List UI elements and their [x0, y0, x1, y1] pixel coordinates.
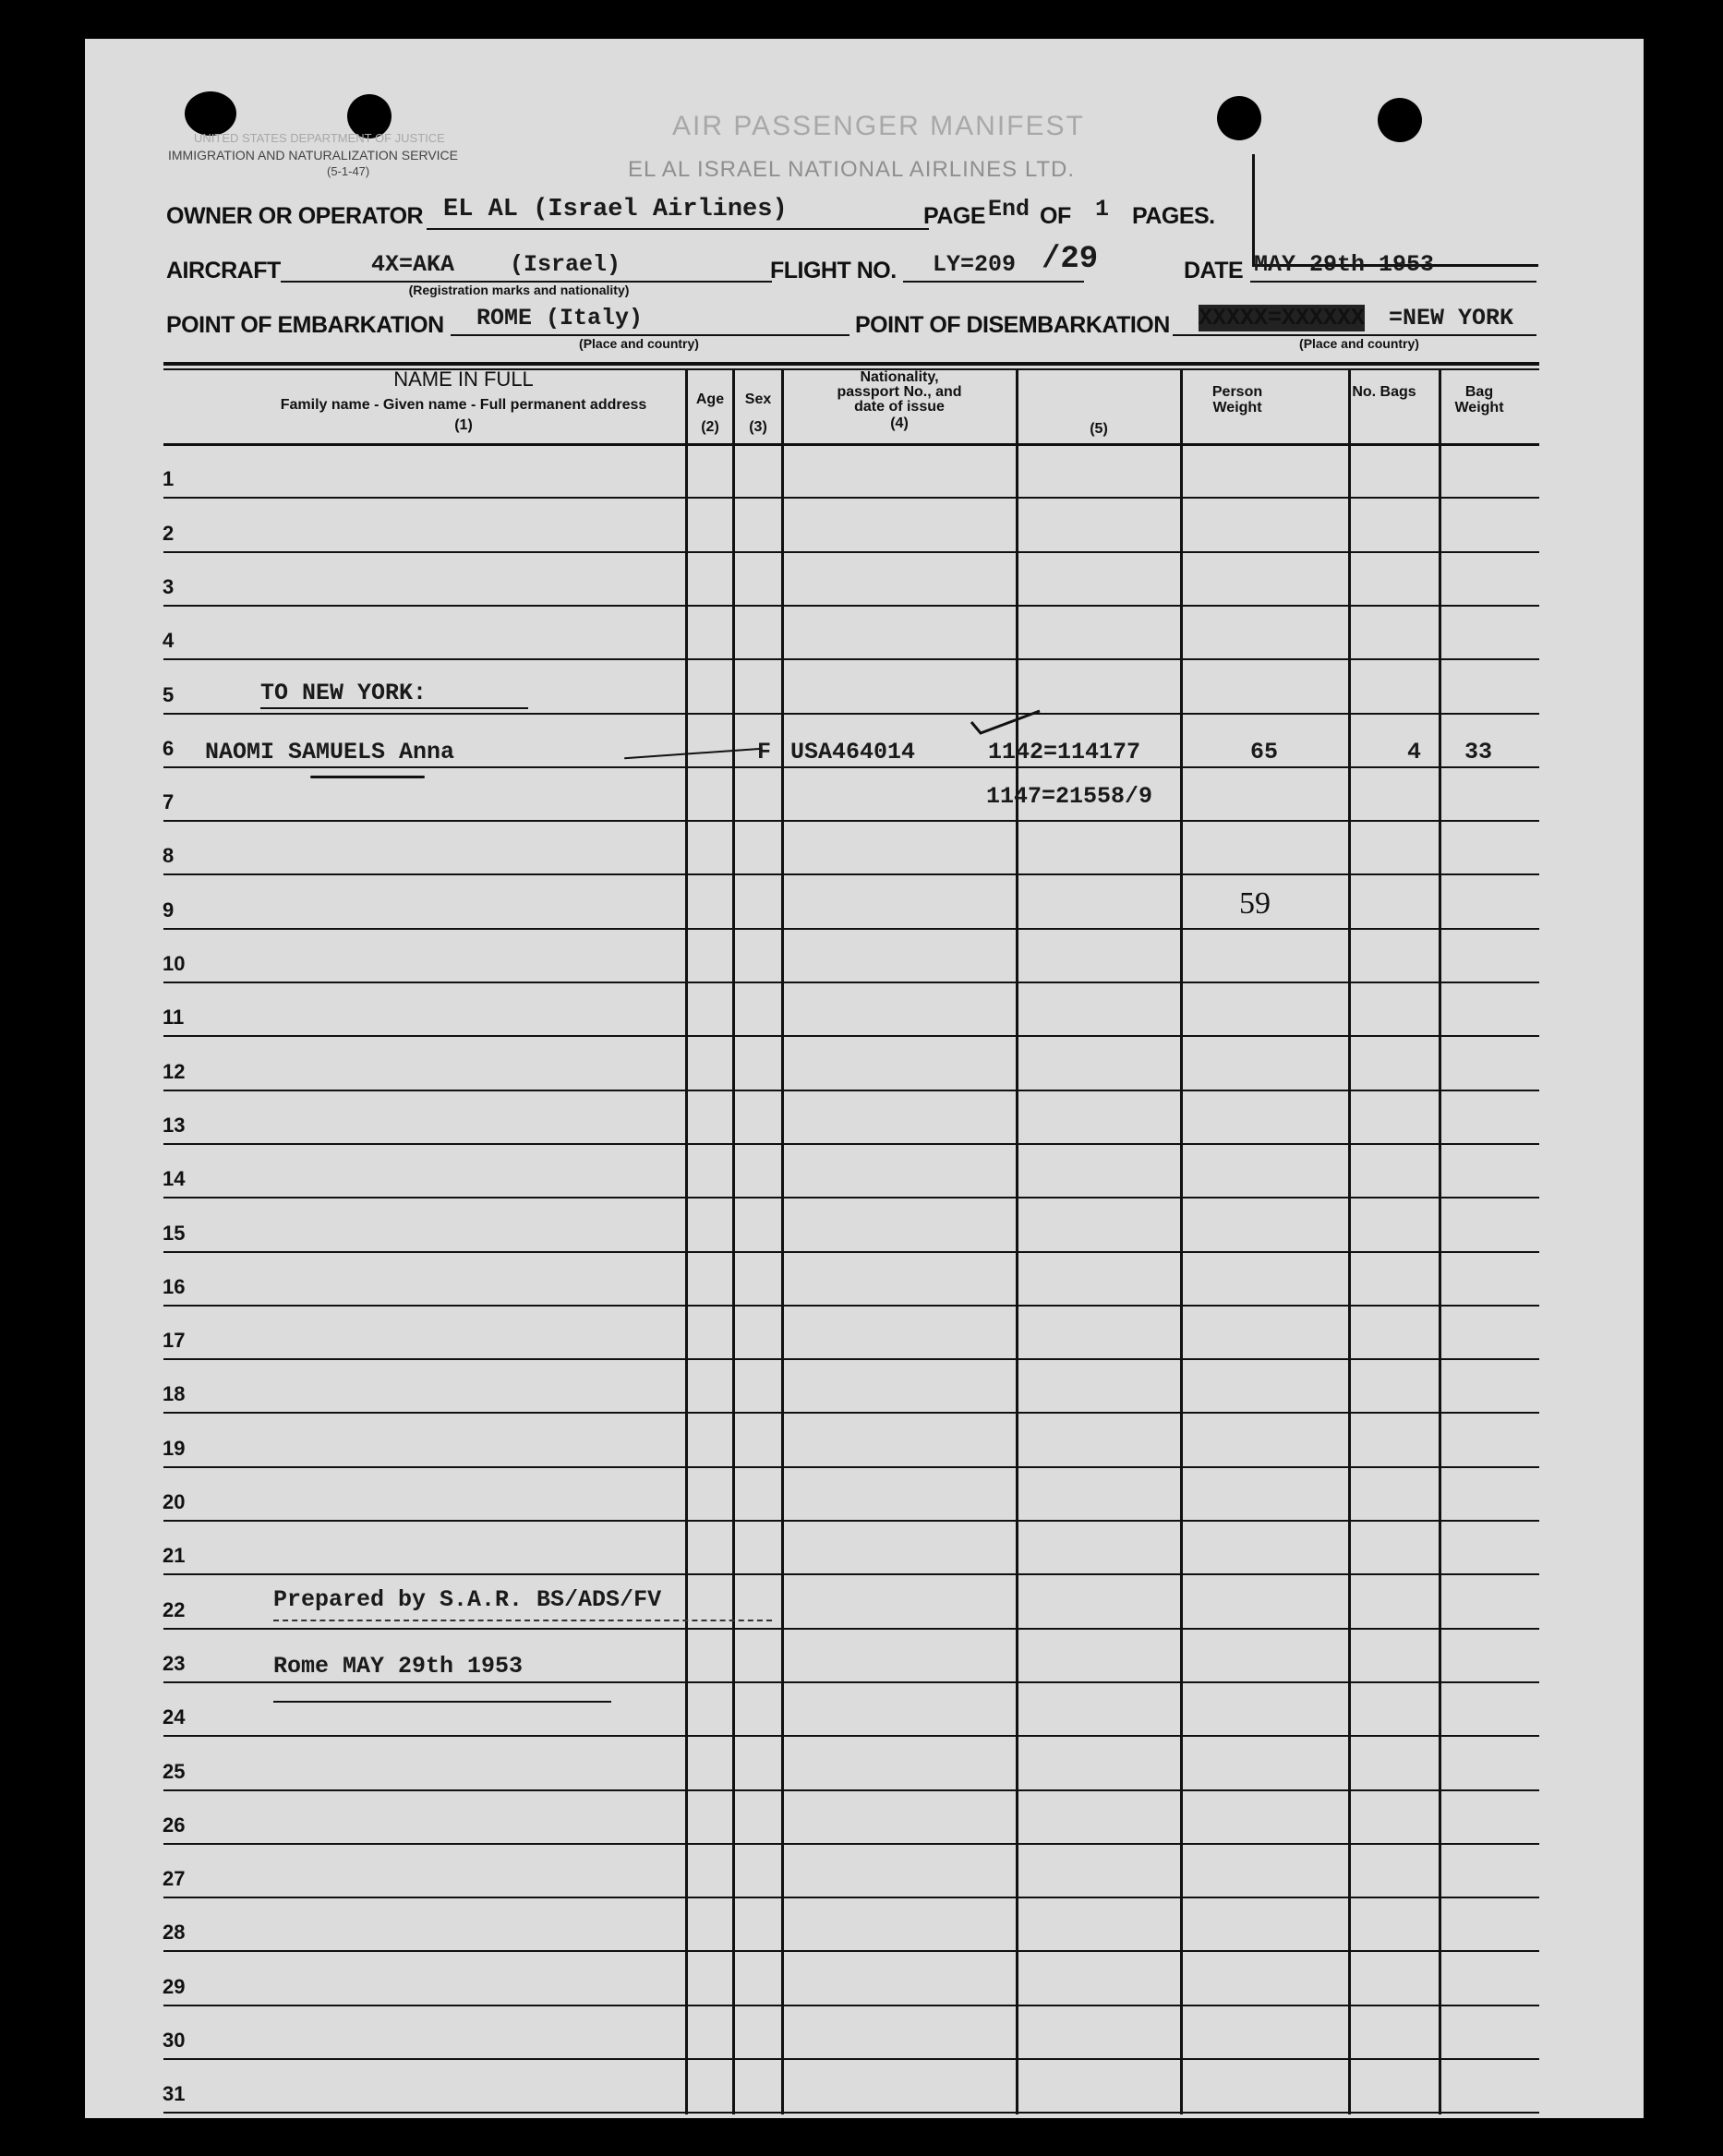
- flight-underline: [903, 281, 1084, 283]
- row6-name-underline: [310, 776, 425, 778]
- row-rule: [163, 1358, 1539, 1360]
- row-rule: [163, 2112, 1539, 2114]
- row-number: 3: [163, 575, 175, 598]
- row-rule: [163, 2058, 1539, 2060]
- punch-hole: [185, 91, 236, 136]
- row-number: 23: [163, 1652, 186, 1675]
- col-nat-line3: date of issue: [854, 399, 945, 415]
- flight-label: FLIGHT NO.: [770, 258, 897, 283]
- row-rule: [163, 1843, 1539, 1845]
- owner-value: EL AL (Israel Airlines): [443, 196, 788, 223]
- row-number: 26: [163, 1813, 186, 1837]
- row6-col5: 1142=114177: [988, 739, 1141, 765]
- row-number: 21: [163, 1544, 186, 1567]
- row-rule: [163, 1035, 1539, 1037]
- row-rule: [163, 1735, 1539, 1737]
- row-number: 17: [163, 1329, 186, 1352]
- embark-value: ROME (Italy): [476, 305, 644, 331]
- form-title: AIR PASSENGER MANIFEST: [672, 111, 1085, 141]
- airline-name: EL AL ISRAEL NATIONAL AIRLINES LTD.: [628, 157, 1076, 182]
- row-rule: [163, 551, 1539, 553]
- date-value: MAY 29th 1953: [1254, 251, 1435, 278]
- col-divider-5: [1180, 369, 1183, 2114]
- row-rule: [163, 1412, 1539, 1414]
- row-number: 2: [163, 522, 175, 545]
- row-rule: [163, 820, 1539, 822]
- row-rule: [163, 1090, 1539, 1091]
- col-divider-weight: [1348, 369, 1351, 2114]
- prepared-place-date: Rome MAY 29th 1953: [273, 1653, 524, 1680]
- row6-pen-stroke: [624, 748, 763, 759]
- row6-bag-weight: 33: [1464, 739, 1493, 765]
- col-divider-age: [732, 369, 735, 2114]
- row6-sex: F: [757, 739, 772, 765]
- col-divider-sex: [781, 369, 784, 2114]
- agency-line2: IMMIGRATION AND NATURALIZATION SERVICE: [168, 148, 458, 163]
- row-rule: [163, 1520, 1539, 1522]
- row5-heading-underline: [260, 707, 528, 709]
- row7-col5: 1147=21558/9: [986, 783, 1153, 810]
- page-value: End: [988, 196, 1030, 223]
- row-number: 10: [163, 952, 186, 975]
- col-name-sub: Family name - Given name - Full permanent address: [280, 397, 647, 413]
- row-number: 20: [163, 1490, 186, 1513]
- disembark-caption: (Place and country): [1299, 336, 1419, 351]
- row-number: 6: [163, 737, 175, 760]
- row-rule: [163, 982, 1539, 983]
- col-age-num: (2): [701, 419, 719, 435]
- embark-caption: (Place and country): [579, 336, 699, 351]
- col-bag-weight: Bag Weight: [1454, 384, 1504, 416]
- punch-hole: [1378, 98, 1422, 142]
- row-number: 27: [163, 1867, 186, 1890]
- col-divider-name: [685, 369, 688, 2114]
- row-rule: [163, 605, 1539, 607]
- col-nat-line1: Nationality,: [860, 369, 939, 385]
- col-divider-bags: [1439, 369, 1441, 2114]
- of-value: 1: [1095, 196, 1110, 223]
- row-number: 9: [163, 898, 175, 921]
- row-number: 22: [163, 1598, 186, 1621]
- row-number: 25: [163, 1760, 186, 1783]
- row6-bags: 4: [1407, 739, 1422, 765]
- row-rule: [163, 497, 1539, 499]
- row6-person-weight: 65: [1250, 739, 1279, 765]
- row-number: 19: [163, 1437, 186, 1460]
- row-number: 31: [163, 2082, 186, 2105]
- row9-weight-note: 59: [1239, 886, 1271, 921]
- agency-line1: UNITED STATES DEPARTMENT OF JUSTICE: [194, 131, 445, 145]
- row-number: 4: [163, 629, 175, 652]
- col-divider-nat: [1016, 369, 1018, 2114]
- disembark-value: =NEW YORK: [1389, 305, 1514, 331]
- owner-label: OWNER OR OPERATOR: [166, 203, 424, 229]
- col-name-num: (1): [454, 417, 473, 433]
- owner-underline: [427, 228, 929, 230]
- col-nat-line2: passport No., and: [837, 384, 962, 400]
- row-rule: [163, 1628, 1539, 1630]
- row-number: 11: [163, 1006, 185, 1029]
- stamp-box-left: [1252, 154, 1255, 265]
- col-name-title: NAME IN FULL: [393, 367, 534, 391]
- row-number: 14: [163, 1167, 186, 1190]
- embark-label: POINT OF EMBARKATION: [166, 312, 444, 338]
- checkmark-icon: [970, 709, 1043, 739]
- row-number: 24: [163, 1705, 186, 1728]
- row-rule: [163, 766, 1539, 768]
- row-number: 1: [163, 467, 175, 490]
- row-rule: [163, 1305, 1539, 1307]
- header-bottom-rule: [163, 443, 1539, 446]
- prepared-date-underline: [273, 1701, 611, 1703]
- row6-name: NAOMI SAMUELS Anna: [205, 739, 455, 765]
- form-code: (5-1-47): [327, 164, 370, 178]
- row-rule: [163, 1789, 1539, 1791]
- of-label: OF: [1040, 203, 1071, 229]
- flight-suffix: /29: [1042, 242, 1099, 277]
- row-number: 13: [163, 1114, 186, 1137]
- aircraft-label: AIRCRAFT: [166, 258, 281, 283]
- col-sex-num: (3): [749, 419, 767, 435]
- prepared-by-underline: [273, 1620, 772, 1624]
- row-rule: [163, 1681, 1539, 1683]
- row-number: 28: [163, 1921, 186, 1944]
- page-label: PAGE: [923, 203, 985, 229]
- date-underline: [1250, 281, 1536, 283]
- row-number: 30: [163, 2029, 186, 2052]
- row-number: 18: [163, 1382, 186, 1405]
- col-age: Age: [695, 391, 725, 407]
- row-number: 15: [163, 1222, 186, 1245]
- aircraft-value: 4X=AKA (Israel): [371, 251, 621, 278]
- row-rule: [163, 713, 1539, 715]
- col-sex: Sex: [744, 391, 772, 407]
- row-number: 12: [163, 1060, 186, 1083]
- disembark-label: POINT OF DISEMBARKATION: [855, 312, 1170, 338]
- row-rule: [163, 658, 1539, 660]
- prepared-by: Prepared by S.A.R. BS/ADS/FV: [273, 1586, 662, 1613]
- col-5-num: (5): [1090, 421, 1108, 437]
- pages-label: PAGES.: [1132, 203, 1215, 229]
- row-rule: [163, 1573, 1539, 1575]
- flight-value: LY=209: [933, 251, 1017, 278]
- disembark-struck: XXXXX=XXXXXX: [1199, 305, 1366, 331]
- punch-hole: [1217, 96, 1261, 140]
- row-number: 29: [163, 1975, 186, 1998]
- row-rule: [163, 1251, 1539, 1253]
- row-rule: [163, 928, 1539, 930]
- row-number: 8: [163, 844, 175, 867]
- row-number: 7: [163, 790, 175, 813]
- row-rule: [163, 1897, 1539, 1898]
- row5-heading: TO NEW YORK:: [260, 680, 428, 706]
- col-no-bags: No. Bags: [1352, 384, 1416, 400]
- row-rule: [163, 873, 1539, 875]
- table-top-rule: [163, 362, 1539, 366]
- date-label: DATE: [1184, 258, 1244, 283]
- row-number: 5: [163, 683, 175, 706]
- row-rule: [163, 1197, 1539, 1198]
- row-rule: [163, 1143, 1539, 1145]
- col-person-weight: Person Weight: [1211, 384, 1263, 416]
- row-rule: [163, 2005, 1539, 2006]
- row-rule: [163, 1466, 1539, 1468]
- col-nat-num: (4): [890, 416, 909, 431]
- row-rule: [163, 1950, 1539, 1952]
- aircraft-caption: (Registration marks and nationality): [408, 283, 630, 297]
- manifest-page: [85, 39, 1644, 2118]
- row6-passport: USA464014: [790, 739, 916, 765]
- row-number: 16: [163, 1275, 186, 1298]
